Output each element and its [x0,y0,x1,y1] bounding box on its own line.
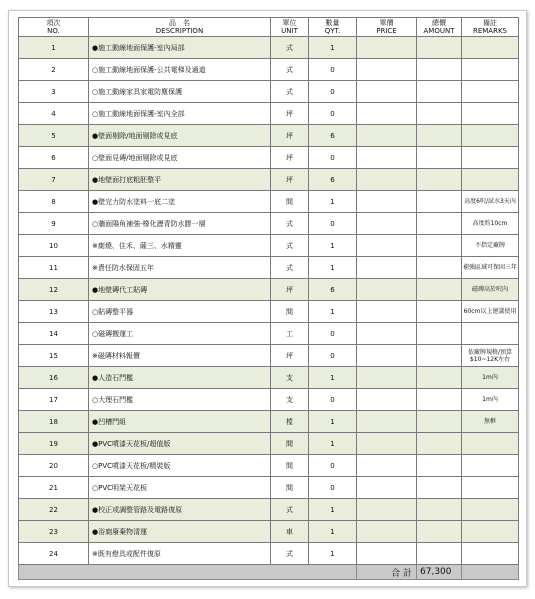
row-description: ○牆面陽角補強-橡化瀝青防水膠一層 [89,213,271,235]
row-amount [417,191,462,213]
row-number: 18 [19,411,89,433]
row-remarks: 高度6呎/試水3天內 [462,191,519,213]
row-description: ※廁燒、住禾、薩三、水精靈 [89,235,271,257]
row-quantity: 1 [309,191,357,213]
row-remarks [462,81,519,103]
row-amount [417,147,462,169]
row-description: ●地壁面打底粗胚整平 [89,169,271,191]
table-row [19,455,519,477]
row-quantity: 1 [309,433,357,455]
table-row [19,499,519,521]
row-number: 10 [19,235,89,257]
row-description: ●壁面剔除/地面剔除或見底 [89,125,271,147]
row-amount [417,455,462,477]
row-number: 6 [19,147,89,169]
row-amount [417,543,462,565]
row-description: ○磁磚搬運工 [89,323,271,345]
row-description: ●壁完力防水塗料一底二塗 [89,191,271,213]
row-price [357,191,417,213]
row-remarks [462,499,519,521]
total-spacer [19,565,357,580]
row-price [357,59,417,81]
row-amount [417,279,462,301]
row-remarks [462,59,519,81]
row-price [357,455,417,477]
row-description: ●地壁磚代工貼磚 [89,279,271,301]
row-remarks: 60cm以上建議使用 [462,301,519,323]
row-price [357,103,417,125]
total-remarks [462,565,519,580]
row-description: ●凹槽門組 [89,411,271,433]
row-remarks [462,169,519,191]
row-price [357,169,417,191]
row-number: 16 [19,367,89,389]
row-number: 3 [19,81,89,103]
row-remarks [462,477,519,499]
row-number: 4 [19,103,89,125]
row-quantity: 0 [309,81,357,103]
row-remarks [462,147,519,169]
table-row [19,103,519,125]
row-remarks: 高度約10cm [462,213,519,235]
row-remarks: 補強區域可保固三年 [462,257,519,279]
table-row [19,37,519,59]
row-price [357,477,417,499]
row-description: ○施工動線地面保護-室內全部 [89,103,271,125]
row-number: 13 [19,301,89,323]
row-quantity: 0 [309,59,357,81]
row-unit: 支 [271,389,309,411]
row-number: 15 [19,345,89,367]
row-remarks [462,125,519,147]
row-price [357,521,417,543]
row-amount [417,301,462,323]
row-price [357,367,417,389]
row-number: 12 [19,279,89,301]
row-amount [417,37,462,59]
total-row [19,565,519,580]
row-amount [417,125,462,147]
row-description: ※責任防水保固五年 [89,257,271,279]
row-quantity: 1 [309,301,357,323]
table-row [19,191,519,213]
row-price [357,433,417,455]
total-label: 合 計 [357,565,417,580]
table-row [19,433,519,455]
row-description: ●施工動線地面保護-室內局部 [89,37,271,59]
row-price [357,301,417,323]
row-price [357,389,417,411]
header-row [19,18,519,37]
row-quantity: 1 [309,235,357,257]
quotation-table [18,17,519,580]
row-price [357,235,417,257]
row-number: 2 [19,59,89,81]
row-amount [417,477,462,499]
row-amount [417,235,462,257]
row-amount [417,257,462,279]
row-unit: 支 [271,367,309,389]
row-amount [417,323,462,345]
row-unit: 間 [271,455,309,477]
quotation-sheet [8,10,527,587]
header-remarks: 備註 REMARKS [462,18,519,37]
row-remarks [462,521,519,543]
row-number: 21 [19,477,89,499]
row-amount [417,521,462,543]
table-row [19,521,519,543]
table-row [19,323,519,345]
row-quantity: 1 [309,543,357,565]
table-row [19,169,519,191]
row-description: ※既有燈具或配件復原 [89,543,271,565]
row-unit: 工 [271,323,309,345]
row-unit: 間 [271,301,309,323]
row-amount [417,411,462,433]
row-quantity: 0 [309,477,357,499]
row-number: 11 [19,257,89,279]
row-unit: 坪 [271,169,309,191]
row-quantity: 0 [309,147,357,169]
row-remarks [462,323,519,345]
row-quantity: 1 [309,257,357,279]
row-quantity: 0 [309,213,357,235]
row-description: ○施工動線地面保護-公共電梯及通道 [89,59,271,81]
row-unit: 式 [271,59,309,81]
table-row [19,147,519,169]
row-remarks: 1m內 [462,389,519,411]
row-amount [417,103,462,125]
table-row [19,543,519,565]
row-unit: 坪 [271,103,309,125]
row-price [357,411,417,433]
row-price [357,125,417,147]
row-price [357,279,417,301]
row-description: ●人造石門檻 [89,367,271,389]
row-unit: 式 [271,213,309,235]
row-number: 17 [19,389,89,411]
header-no: 項次 NO. [19,18,89,37]
row-remarks: 1m內 [462,367,519,389]
table-row [19,59,519,81]
row-unit: 式 [271,499,309,521]
row-amount [417,213,462,235]
row-remarks [462,543,519,565]
row-price [357,37,417,59]
row-remarks [462,37,519,59]
row-price [357,345,417,367]
row-number: 22 [19,499,89,521]
row-quantity: 0 [309,323,357,345]
row-unit: 間 [271,191,309,213]
row-description: ○PVC噴漆天花板/精裝版 [89,455,271,477]
row-description: ●PVC噴漆天花板/超值版 [89,433,271,455]
row-unit: 車 [271,521,309,543]
row-price [357,499,417,521]
row-number: 1 [19,37,89,59]
row-amount [417,433,462,455]
row-quantity: 0 [309,455,357,477]
row-description: ○大理石門檻 [89,389,271,411]
row-unit: 式 [271,37,309,59]
table-row [19,367,519,389]
row-price [357,147,417,169]
table-row [19,477,519,499]
table-row [19,235,519,257]
row-number: 20 [19,455,89,477]
row-quantity: 6 [309,279,357,301]
row-price [357,257,417,279]
row-description: ○貼磚整平器 [89,301,271,323]
row-unit: 坪 [271,147,309,169]
row-remarks: 依廠牌規格/預算$10~12K左右 [462,345,519,367]
table-row [19,345,519,367]
row-number: 9 [19,213,89,235]
row-remarks [462,433,519,455]
table-row [19,389,519,411]
row-quantity: 1 [309,367,357,389]
row-unit: 間 [271,433,309,455]
row-quantity: 0 [309,103,357,125]
row-amount [417,367,462,389]
row-price [357,213,417,235]
header-unit: 單位 UNIT [271,18,309,37]
row-price [357,323,417,345]
row-remarks: 磁磚高於呎內 [462,279,519,301]
table-row [19,411,519,433]
row-amount [417,81,462,103]
row-number: 19 [19,433,89,455]
row-unit: 式 [271,81,309,103]
header-description: 品 名 DESCRIPTION [89,18,271,37]
table-row [19,257,519,279]
row-amount [417,499,462,521]
total-amount: 67,300 [417,565,462,580]
row-unit: 樘 [271,411,309,433]
table-row [19,279,519,301]
row-remarks: 無框 [462,411,519,433]
row-description: ※磁磚材料報價 [89,345,271,367]
row-number: 23 [19,521,89,543]
header-price: 單價 PRICE [357,18,417,37]
row-number: 14 [19,323,89,345]
header-qty: 數量 QYT. [309,18,357,37]
row-amount [417,59,462,81]
row-number: 7 [19,169,89,191]
row-description: ●校正或調整管路及電路復原 [89,499,271,521]
table-row [19,125,519,147]
row-unit: 式 [271,257,309,279]
row-remarks [462,103,519,125]
row-quantity: 1 [309,411,357,433]
row-description: ○壁面見磚/地面剔除或見底 [89,147,271,169]
row-description: ●浴廁廢棄物清運 [89,521,271,543]
row-remarks [462,455,519,477]
table-body [19,37,519,565]
row-number: 8 [19,191,89,213]
row-remarks: 不指定廠牌 [462,235,519,257]
row-number: 24 [19,543,89,565]
table-row [19,213,519,235]
row-unit: 式 [271,543,309,565]
table-row [19,81,519,103]
row-quantity: 0 [309,389,357,411]
row-unit: 坪 [271,279,309,301]
row-quantity: 1 [309,37,357,59]
row-quantity: 6 [309,169,357,191]
table-row [19,301,519,323]
row-quantity: 6 [309,125,357,147]
row-unit: 坪 [271,345,309,367]
row-unit: 坪 [271,125,309,147]
row-quantity: 1 [309,499,357,521]
row-unit: 間 [271,477,309,499]
row-unit: 式 [271,235,309,257]
row-price [357,543,417,565]
row-price [357,81,417,103]
row-amount [417,345,462,367]
row-amount [417,389,462,411]
header-amount: 總價 AMOUNT [417,18,462,37]
row-amount [417,169,462,191]
row-description: ○PVC明架天花板 [89,477,271,499]
row-quantity: 0 [309,345,357,367]
row-quantity: 1 [309,521,357,543]
row-number: 5 [19,125,89,147]
row-description: ○施工動線家具家電防塵保護 [89,81,271,103]
